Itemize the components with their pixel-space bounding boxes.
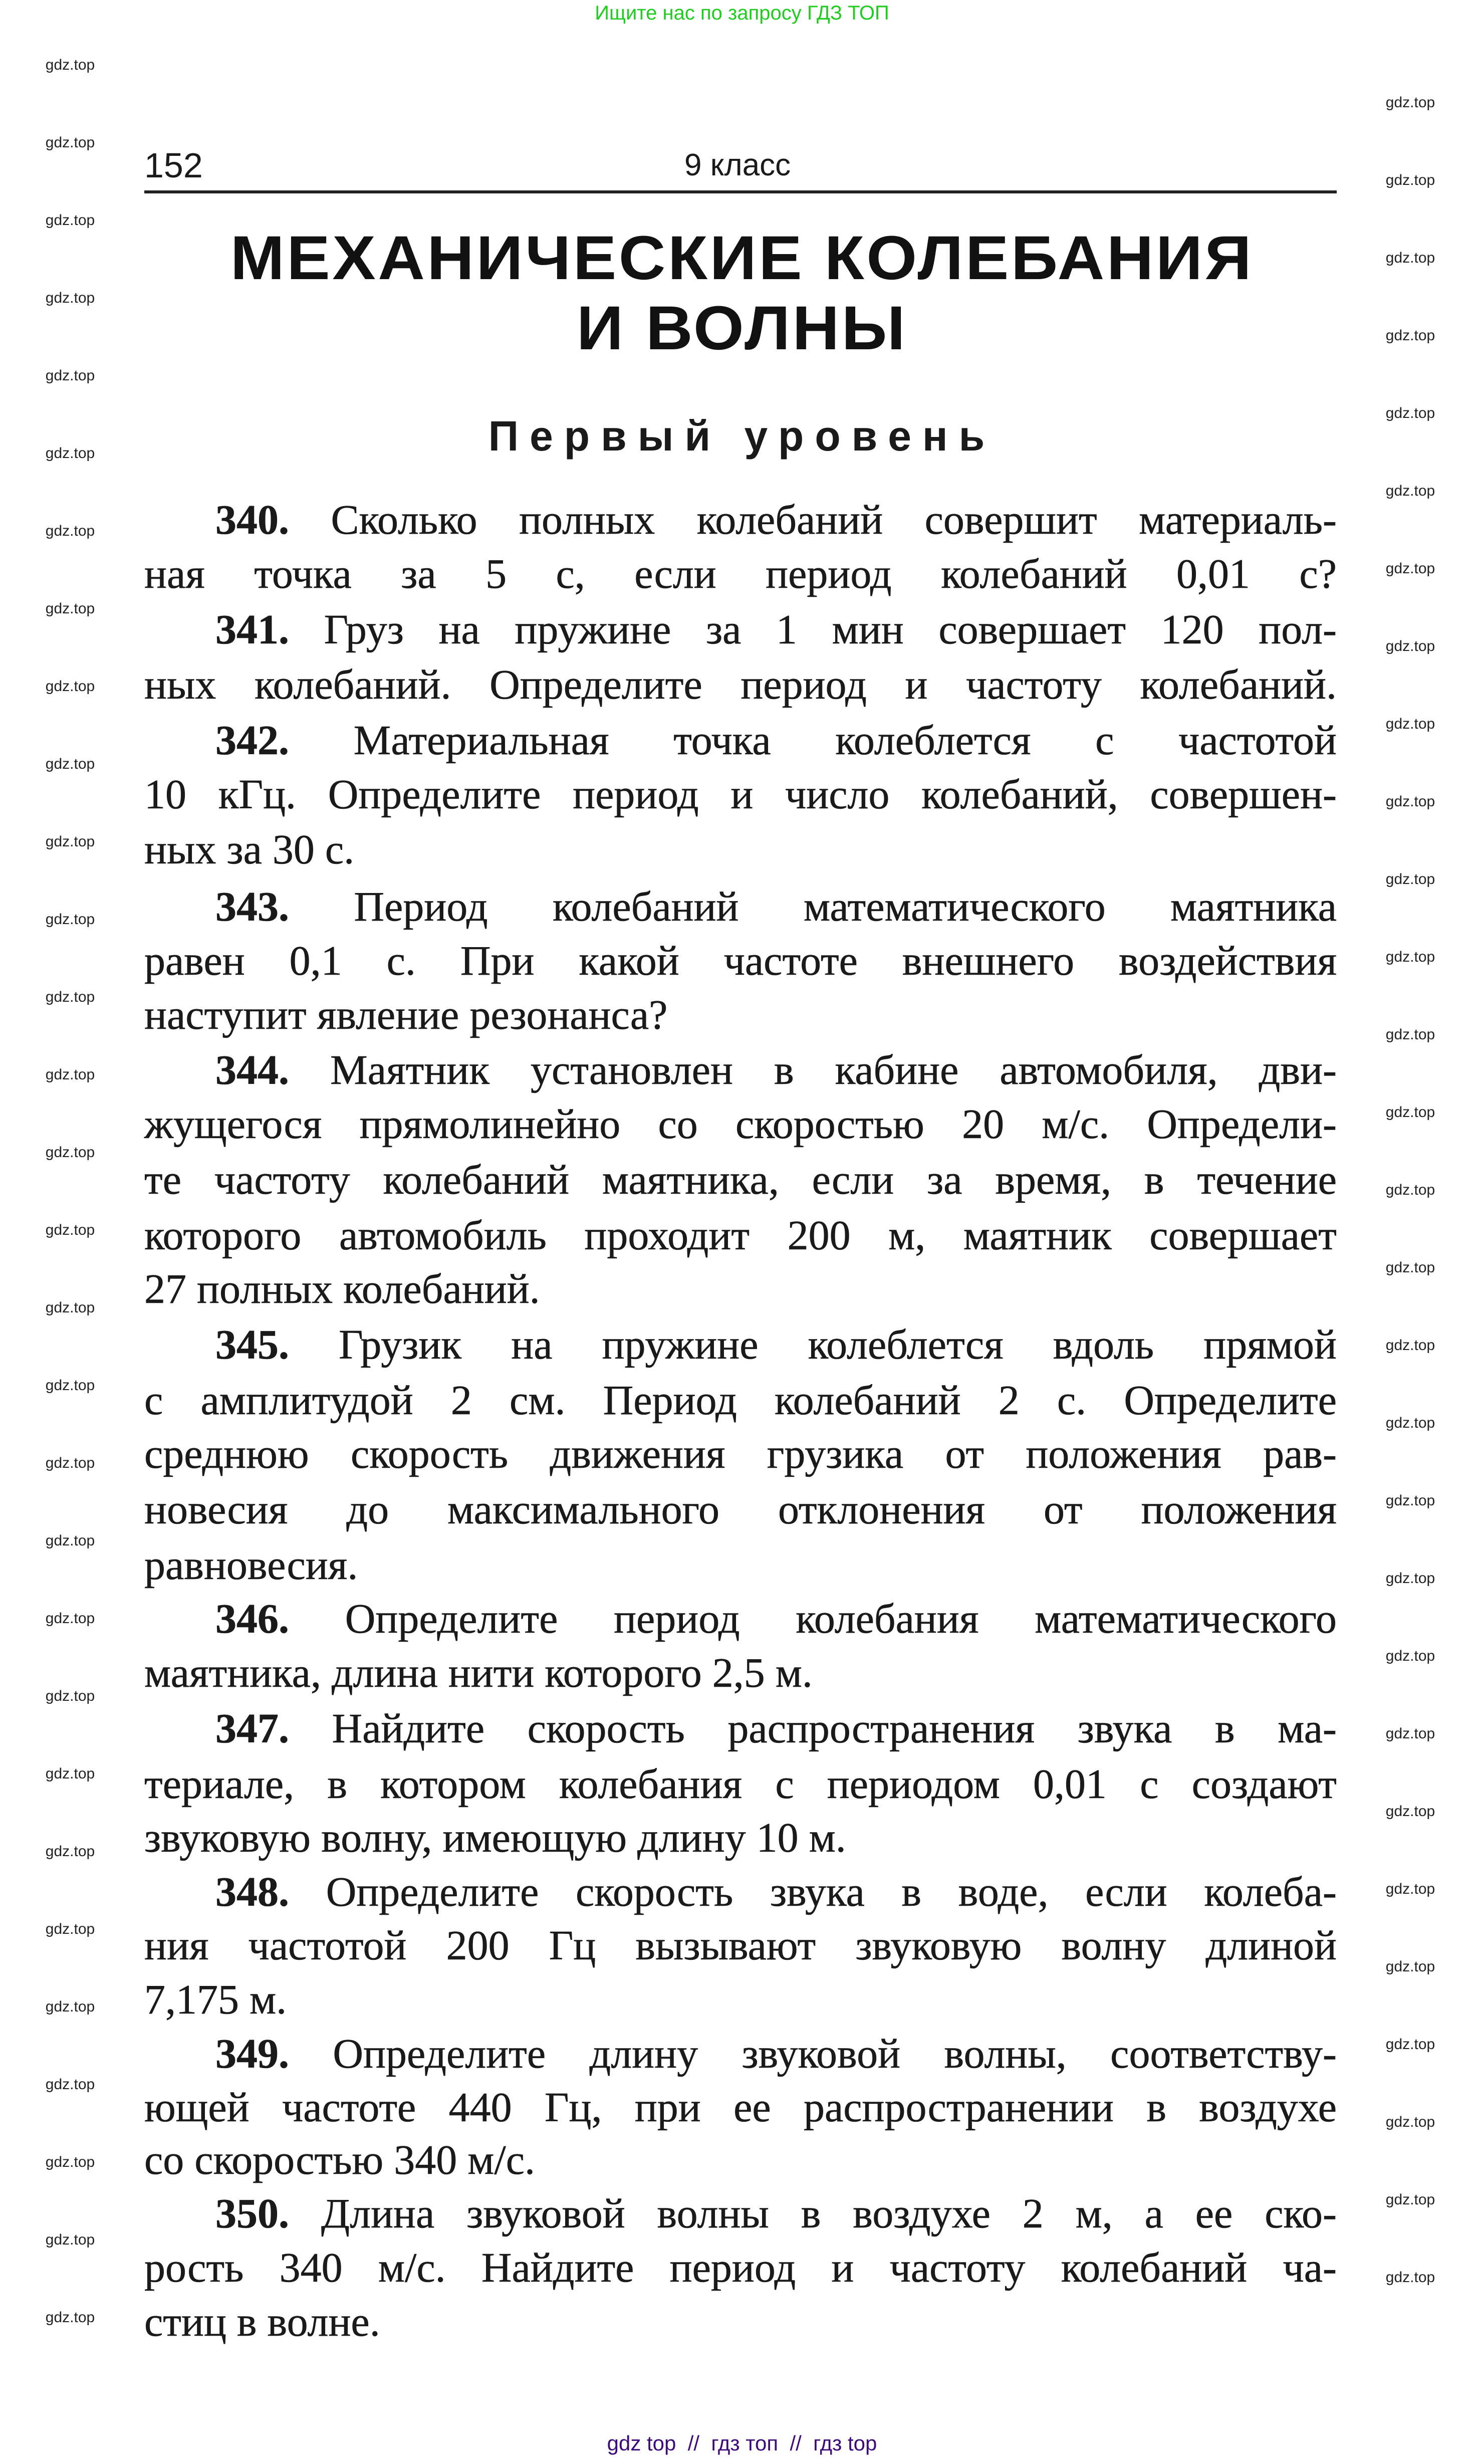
problem-text: ных колебаний. Определите период и частоту колебаний.: [144, 661, 1337, 708]
problem-347-line: [144, 1813, 1337, 1863]
problem-text: новесия до максимального отклонения от положения: [144, 1486, 1337, 1533]
problem-345-line: [144, 1376, 1337, 1426]
watermark-text: gdz.top: [45, 1921, 95, 1937]
problem-350-line: [215, 2189, 1337, 2239]
section-title: Первый уровень: [488, 412, 996, 460]
bottom-banner-link[interactable]: gdz top // гдз топ // гдз top: [607, 2431, 877, 2455]
problem-347-line: [144, 1759, 1337, 1810]
watermark-text: gdz.top: [45, 1455, 95, 1471]
problem-348-line: [144, 1921, 1337, 1971]
problem-340-line: [144, 549, 1337, 599]
watermark-text: gdz.top: [1385, 1725, 1435, 1742]
watermark-text: gdz.top: [45, 2309, 95, 2326]
problem-text: Определите скорость звука в воде, если колеба-: [326, 1869, 1337, 1915]
watermark-text: gdz.top: [45, 1688, 95, 1704]
watermark-text: gdz.top: [1385, 1958, 1435, 1975]
watermark-text: gdz.top: [45, 367, 95, 384]
problem-345-line: [144, 1429, 1337, 1479]
problem-349-line: [144, 2083, 1337, 2133]
top-banner-link[interactable]: Ищите нас по запросу ГДЗ ТОП: [595, 2, 889, 24]
chapter-title-line1: МЕХАНИЧЕСКИЕ КОЛЕБАНИЯ: [230, 223, 1254, 293]
problem-342-line: [144, 770, 1337, 820]
watermark-text: gdz.top: [45, 2076, 95, 2093]
watermark-text: gdz.top: [1385, 1415, 1435, 1431]
problem-text: териале, в котором колебания с периодом 0,01 с создают: [144, 1761, 1337, 1808]
header-rule: [144, 190, 1337, 193]
watermark-text: gdz.top: [45, 833, 95, 850]
problem-text: Материальная точка колеблется с частотой: [353, 717, 1337, 764]
problem-text: Грузик на пружине колеблется вдоль прямой: [339, 1321, 1337, 1368]
problem-345-line: [215, 1320, 1337, 1370]
watermark-text: gdz.top: [1385, 1803, 1435, 1820]
problem-344-line: [144, 1099, 1337, 1150]
problem-text: Груз на пружине за 1 мин совершает 120 пол-: [324, 606, 1337, 653]
watermark-text: gdz.top: [45, 445, 95, 462]
problem-text: Определите период колебания математического: [345, 1596, 1337, 1642]
watermark-text: gdz.top: [45, 1843, 95, 1860]
watermark-text: gdz.top: [1385, 172, 1435, 188]
watermark-text: gdz.top: [45, 1222, 95, 1238]
problem-number: 341.: [215, 606, 289, 653]
problem-343-line: [144, 990, 1337, 1040]
watermark-text: gdz.top: [45, 134, 95, 151]
problem-number: 348.: [215, 1869, 289, 1915]
problem-text: звуковую волну, имеющую длину 10 м.: [144, 1815, 846, 1861]
problem-text: 10 кГц. Определите период и число колебаний, совершен-: [144, 771, 1337, 818]
problem-342-line: [215, 716, 1337, 766]
problem-text: ная точка за 5 с, если период колебаний 0,01 с?: [144, 551, 1337, 597]
problem-342-line: [144, 825, 1337, 875]
problem-text: рость 340 м/с. Найдите период и частоту колебаний ча-: [144, 2245, 1337, 2291]
watermark-text: gdz.top: [1385, 483, 1435, 499]
watermark-text: gdz.top: [1385, 2269, 1435, 2286]
problem-text: Период колебаний математического маятника: [354, 883, 1337, 930]
problem-349-line: [215, 2029, 1337, 2079]
watermark-text: gdz.top: [45, 1144, 95, 1161]
watermark-text: gdz.top: [45, 1532, 95, 1549]
problem-text: 7,175 м.: [144, 1976, 287, 2023]
problem-345-line: [144, 1485, 1337, 1535]
watermark-text: gdz.top: [45, 2154, 95, 2170]
problem-number: 347.: [215, 1705, 289, 1752]
problem-346-line: [215, 1594, 1337, 1644]
watermark-text: gdz.top: [45, 1765, 95, 1782]
watermark-text: gdz.top: [1385, 1881, 1435, 1897]
watermark-text: gdz.top: [1385, 871, 1435, 887]
problem-text: среднюю скорость движения грузика от положения рав-: [144, 1431, 1337, 1477]
watermark-text: gdz.top: [1385, 949, 1435, 965]
problem-343-line: [215, 882, 1337, 932]
watermark-text: gdz.top: [1385, 1337, 1435, 1354]
watermark-text: gdz.top: [1385, 716, 1435, 732]
problem-text: равновесия.: [144, 1542, 358, 1589]
watermark-text: gdz.top: [1385, 1492, 1435, 1509]
watermark-text: gdz.top: [1385, 405, 1435, 421]
problem-text: Найдите скорость распространения звука в ма-: [332, 1705, 1337, 1752]
problem-347-line: [215, 1704, 1337, 1754]
watermark-text: gdz.top: [1385, 250, 1435, 266]
watermark-text: gdz.top: [1385, 1182, 1435, 1198]
problem-345-line: [144, 1540, 1337, 1591]
problem-text: 27 полных колебаний.: [144, 1266, 540, 1312]
problem-344-line: [144, 1264, 1337, 1314]
watermark-text: gdz.top: [1385, 1570, 1435, 1587]
watermark-text: gdz.top: [45, 1377, 95, 1394]
watermark-text: gdz.top: [45, 678, 95, 695]
problem-344-line: [144, 1211, 1337, 1261]
problem-number: 346.: [215, 1596, 289, 1642]
problem-348-line: [144, 1975, 1337, 2025]
watermark-text: gdz.top: [45, 57, 95, 73]
page-number: 152: [144, 146, 203, 185]
watermark-text: gdz.top: [45, 756, 95, 772]
watermark-text: gdz.top: [45, 1299, 95, 1316]
watermark-text: gdz.top: [45, 1610, 95, 1627]
watermark-text: gdz.top: [45, 2231, 95, 2248]
problem-341-line: [144, 660, 1337, 710]
problem-350-line: [144, 2243, 1337, 2293]
watermark-text: gdz.top: [45, 1066, 95, 1083]
problem-number: 342.: [215, 717, 289, 764]
running-title: 9 класс: [684, 148, 791, 182]
watermark-text: gdz.top: [45, 290, 95, 306]
problem-349-line: [144, 2135, 1337, 2185]
problem-text: с амплитудой 2 см. Период колебаний 2 с. Определите: [144, 1377, 1337, 1424]
problem-text: наступит явление резонанса?: [144, 992, 668, 1038]
chapter-title-line2: И ВОЛНЫ: [576, 293, 908, 363]
watermark-text: gdz.top: [1385, 327, 1435, 344]
watermark-text: gdz.top: [1385, 1648, 1435, 1664]
problem-text: Маятник установлен в кабине автомобиля, дви-: [330, 1047, 1337, 1093]
problem-text: те частоту колебаний маятника, если за время, в течение: [144, 1157, 1337, 1203]
watermark-text: gdz.top: [1385, 2036, 1435, 2053]
problem-text: маятника, длина нити которого 2,5 м.: [144, 1650, 813, 1696]
problem-number: 350.: [215, 2190, 289, 2237]
watermark-text: gdz.top: [45, 600, 95, 617]
problem-text: ных за 30 с.: [144, 826, 355, 873]
watermark-text: gdz.top: [45, 523, 95, 539]
problem-text: Длина звуковой волны в воздухе 2 м, а ее ско-: [321, 2190, 1337, 2237]
problem-number: 344.: [215, 1047, 289, 1093]
problem-number: 349.: [215, 2031, 289, 2077]
problem-text: Сколько полных колебаний совершит материаль-: [331, 497, 1337, 543]
watermark-text: gdz.top: [1385, 560, 1435, 577]
problem-text: которого автомобиль проходит 200 м, маятник совершает: [144, 1212, 1337, 1259]
watermark-text: gdz.top: [45, 989, 95, 1005]
problem-number: 343.: [215, 883, 289, 930]
watermark-text: gdz.top: [1385, 94, 1435, 111]
problem-text: равен 0,1 с. При какой частоте внешнего воздействия: [144, 938, 1337, 984]
problem-number: 345.: [215, 1321, 289, 1368]
watermark-text: gdz.top: [45, 212, 95, 229]
problem-341-line: [215, 605, 1337, 655]
watermark-text: gdz.top: [1385, 1104, 1435, 1121]
problem-number: 340.: [215, 497, 289, 543]
watermark-text: gdz.top: [1385, 2191, 1435, 2208]
watermark-text: gdz.top: [1385, 793, 1435, 810]
problem-text: жущегося прямолинейно со скоростью 20 м/с. Определи-: [144, 1101, 1337, 1148]
problem-340-line: [215, 495, 1337, 545]
watermark-text: gdz.top: [45, 1998, 95, 2015]
watermark-text: gdz.top: [1385, 1026, 1435, 1043]
problem-350-line: [144, 2297, 1337, 2347]
watermark-text: gdz.top: [1385, 638, 1435, 654]
problem-346-line: [144, 1648, 1337, 1698]
problem-text: со скоростью 340 м/с.: [144, 2137, 536, 2183]
problem-text: стиц в волне.: [144, 2299, 380, 2345]
problem-text: Определите длину звуковой волны, соответству-: [333, 2031, 1337, 2077]
watermark-text: gdz.top: [1385, 1259, 1435, 1276]
problem-343-line: [144, 936, 1337, 986]
problem-348-line: [215, 1867, 1337, 1917]
watermark-text: gdz.top: [45, 911, 95, 928]
watermark-text: gdz.top: [1385, 2114, 1435, 2130]
problem-text: ния частотой 200 Гц вызывают звуковую волну длиной: [144, 1922, 1337, 1969]
problem-344-line: [144, 1155, 1337, 1205]
problem-text: ющей частоте 440 Гц, при ее распространении в воздухе: [144, 2084, 1337, 2131]
problem-344-line: [215, 1045, 1337, 1095]
